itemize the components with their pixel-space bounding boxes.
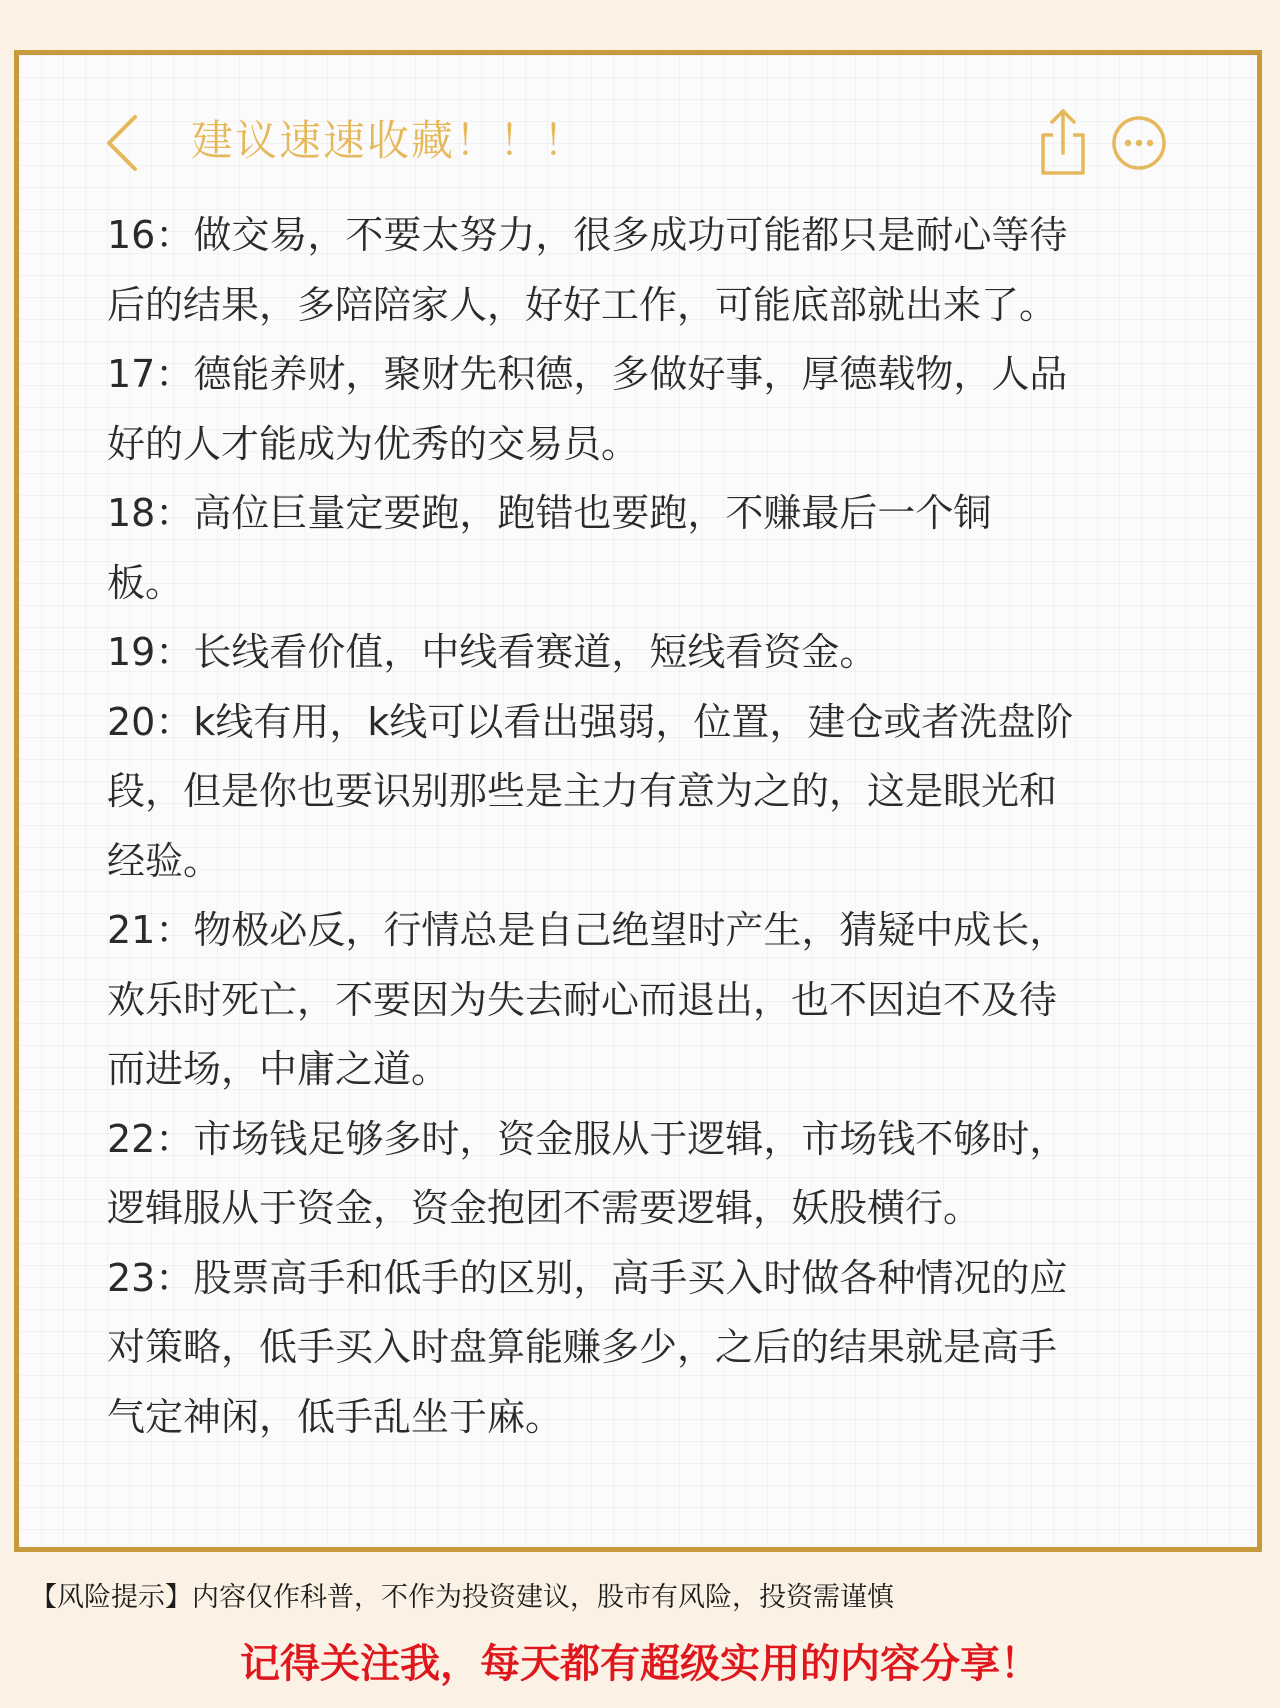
tip-17: 17：德能养财，聚财先积德，多做好事，厚德载物，人品 好的人才能成为优秀的交易员。 xyxy=(107,352,1068,466)
follow-reminder: 记得关注我，每天都有超级实用的内容分享！ xyxy=(240,1641,1040,1687)
tip-21: 21：物极必反，行情总是自己绝望时产生，猜疑中成长， 欢乐时死亡，不要因为失去耐心而退出，也不因迫不及待 而进场，中庸之道。 xyxy=(107,908,1068,1091)
tip-19: 19：长线看价值，中线看赛道，短线看资金。 xyxy=(107,630,878,674)
tip-20: 20：k线有用，k线可以看出强弱，位置，建仓或者洗盘阶 段，但是你也要识别那些是主力有意为之的，这是眼光和 经验。 xyxy=(107,699,1074,883)
note-content xyxy=(107,201,1207,1452)
risk-notice: 【风险提示】内容仅作科普，不作为投资建议，股市有风险，投资需谨慎 xyxy=(30,1582,894,1613)
tip-18: 18：高位巨量定要跑，跑错也要跑，不赚最后一个铜 板。 xyxy=(107,491,992,605)
chevron-left-icon[interactable] xyxy=(101,111,145,175)
share-icon[interactable] xyxy=(1033,105,1093,177)
note-card xyxy=(14,50,1262,1552)
top-nav-bar xyxy=(19,55,1257,205)
tip-16: 16：做交易，不要太努力，很多成功可能都只是耐心等待 后的结果，多陪陪家人，好好工作，可能底部就出来了。 xyxy=(107,213,1068,327)
tip-23: 23：股票高手和低手的区别，高手买入时做各种情况的应 对策略，低手买入时盘算能赚多少，之后的结果就是高手 气定神闲，低手乱坐于麻。 xyxy=(107,1255,1068,1439)
note-title: 建议速速收藏！！！ xyxy=(191,116,588,165)
more-icon[interactable] xyxy=(1109,113,1169,173)
tip-22: 22：市场钱足够多时，资金服从于逻辑，市场钱不够时， 逻辑服从于资金，资金抱团不需要逻辑，妖股横行。 xyxy=(107,1116,1068,1230)
